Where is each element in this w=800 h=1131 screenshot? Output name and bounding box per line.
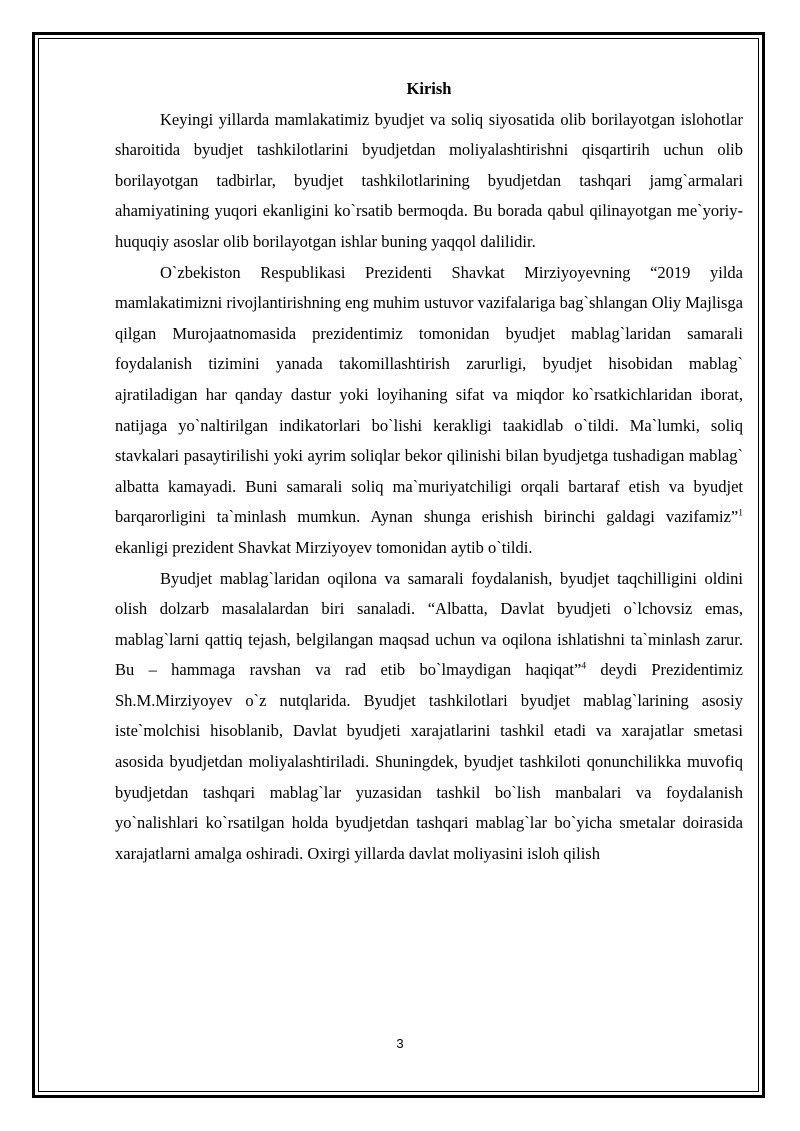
document-title: Kirish: [406, 79, 452, 98]
paragraph-text: deydi Prezidentimiz Sh.M.Mirziyoyev o`z nutqlarida. Byudjet tashkilotlari byudjet mablag`larining asosiy iste`molchisi hisoblanib, Davlat byudjeti xarajatlarini tashkil etadi va xarajatlar smetasi asosida byudjetdan moliyalashtiriladi. Shuningdek, byudjet tashkiloti qonunchilikka muvofiq byudjetdan tashqari mablag`lar yuzasidan tashkil bo`lish manbalari va foydalanish yo`nalishlari ko`rsatilgan holda byudjetdan tashqari mablag`lar bo`yicha smetalar doirasida xarajatlarni amalga oshiradi. Oxirgi yillarda davlat moliyasini isloh qilish: [115, 660, 744, 863]
document-body: [115, 74, 743, 869]
paragraph-text: Keyingi yillarda mamlakatimiz byudjet va soliq siyosatida olib borilayotgan islohotlar sharoitida byudjet tashkilotlarini byudjetdan moliyalashtirishni qisqartirih uchun olib borilayotgan tadbirlar, byudjet tashkilotlarining byudjetdan tashqari jamg`armalari ahamiyatining yuqori ekanligini ko`rsatib bermoqda. Bu borada qabul qilinayotgan me`yoriy-huquqiy asoslar olib borilayotgan ishlar buning yaqqol dalilidir.: [115, 109, 743, 251]
paragraph-text: O`zbekiston Respublikasi Prezidenti Shavkat Mirziyoyevning “2019 yilda mamlakatimizni rivojlantirishning eng muhim ustuvor vazifalariga bag`shlangan Oliy Majlisga qilgan Murojaatnomasida prezidentimiz tomonidan byudjet mablag`laridan samarali foydalanish tizimini yanada takomillashtirish zarurligi, byudjet hisobidan mablag` ajratiladigan har qanday dastur yoki loyihaning sifat va miqdor ko`rsatkichlaridan iborat, natijaga yo`naltirilgan indikatorlari bo`lishi kerakligi taakidlab o`tildi. Ma`lumki, soliq stavkalari pasaytirilishi yoki ayrim soliqlar bekor qilinishi bilan byudjetga tushadigan mablag` albatta kamayadi. Buni samarali soliq ma`muriyatchiligi orqali bartaraf etish va byudjet barqarorligini ta`minlash mumkun. Aynan shunga erishish birinchi galdagi vazifamiz”: [115, 262, 743, 527]
footnote-marker: 4: [581, 661, 587, 672]
paragraph-text: Byudjet mablag`laridan oqilona va samarali foydalanish, byudjet taqchilligini oldini olish dolzarb masalalardan biri sanaladi. “Albatta, Davlat byudjeti o`lchovsiz emas, mablag`larni qattiq tejash, belgilangan maqsad uchun va oqilona ishlatishni ta`minlash zarur. Bu – hammaga ravshan va rad etib bo`lmaydigan haqiqat”: [115, 568, 743, 680]
paragraph-2: [115, 258, 743, 564]
page-number: 3: [396, 1036, 404, 1051]
paragraph-text: ekanligi prezident Shavkat Mirziyoyev tomonidan aytib o`tildi.: [115, 537, 533, 557]
paragraph-1: [115, 105, 743, 258]
footnote-marker: 1: [738, 508, 743, 519]
paragraph-3: [115, 564, 743, 870]
